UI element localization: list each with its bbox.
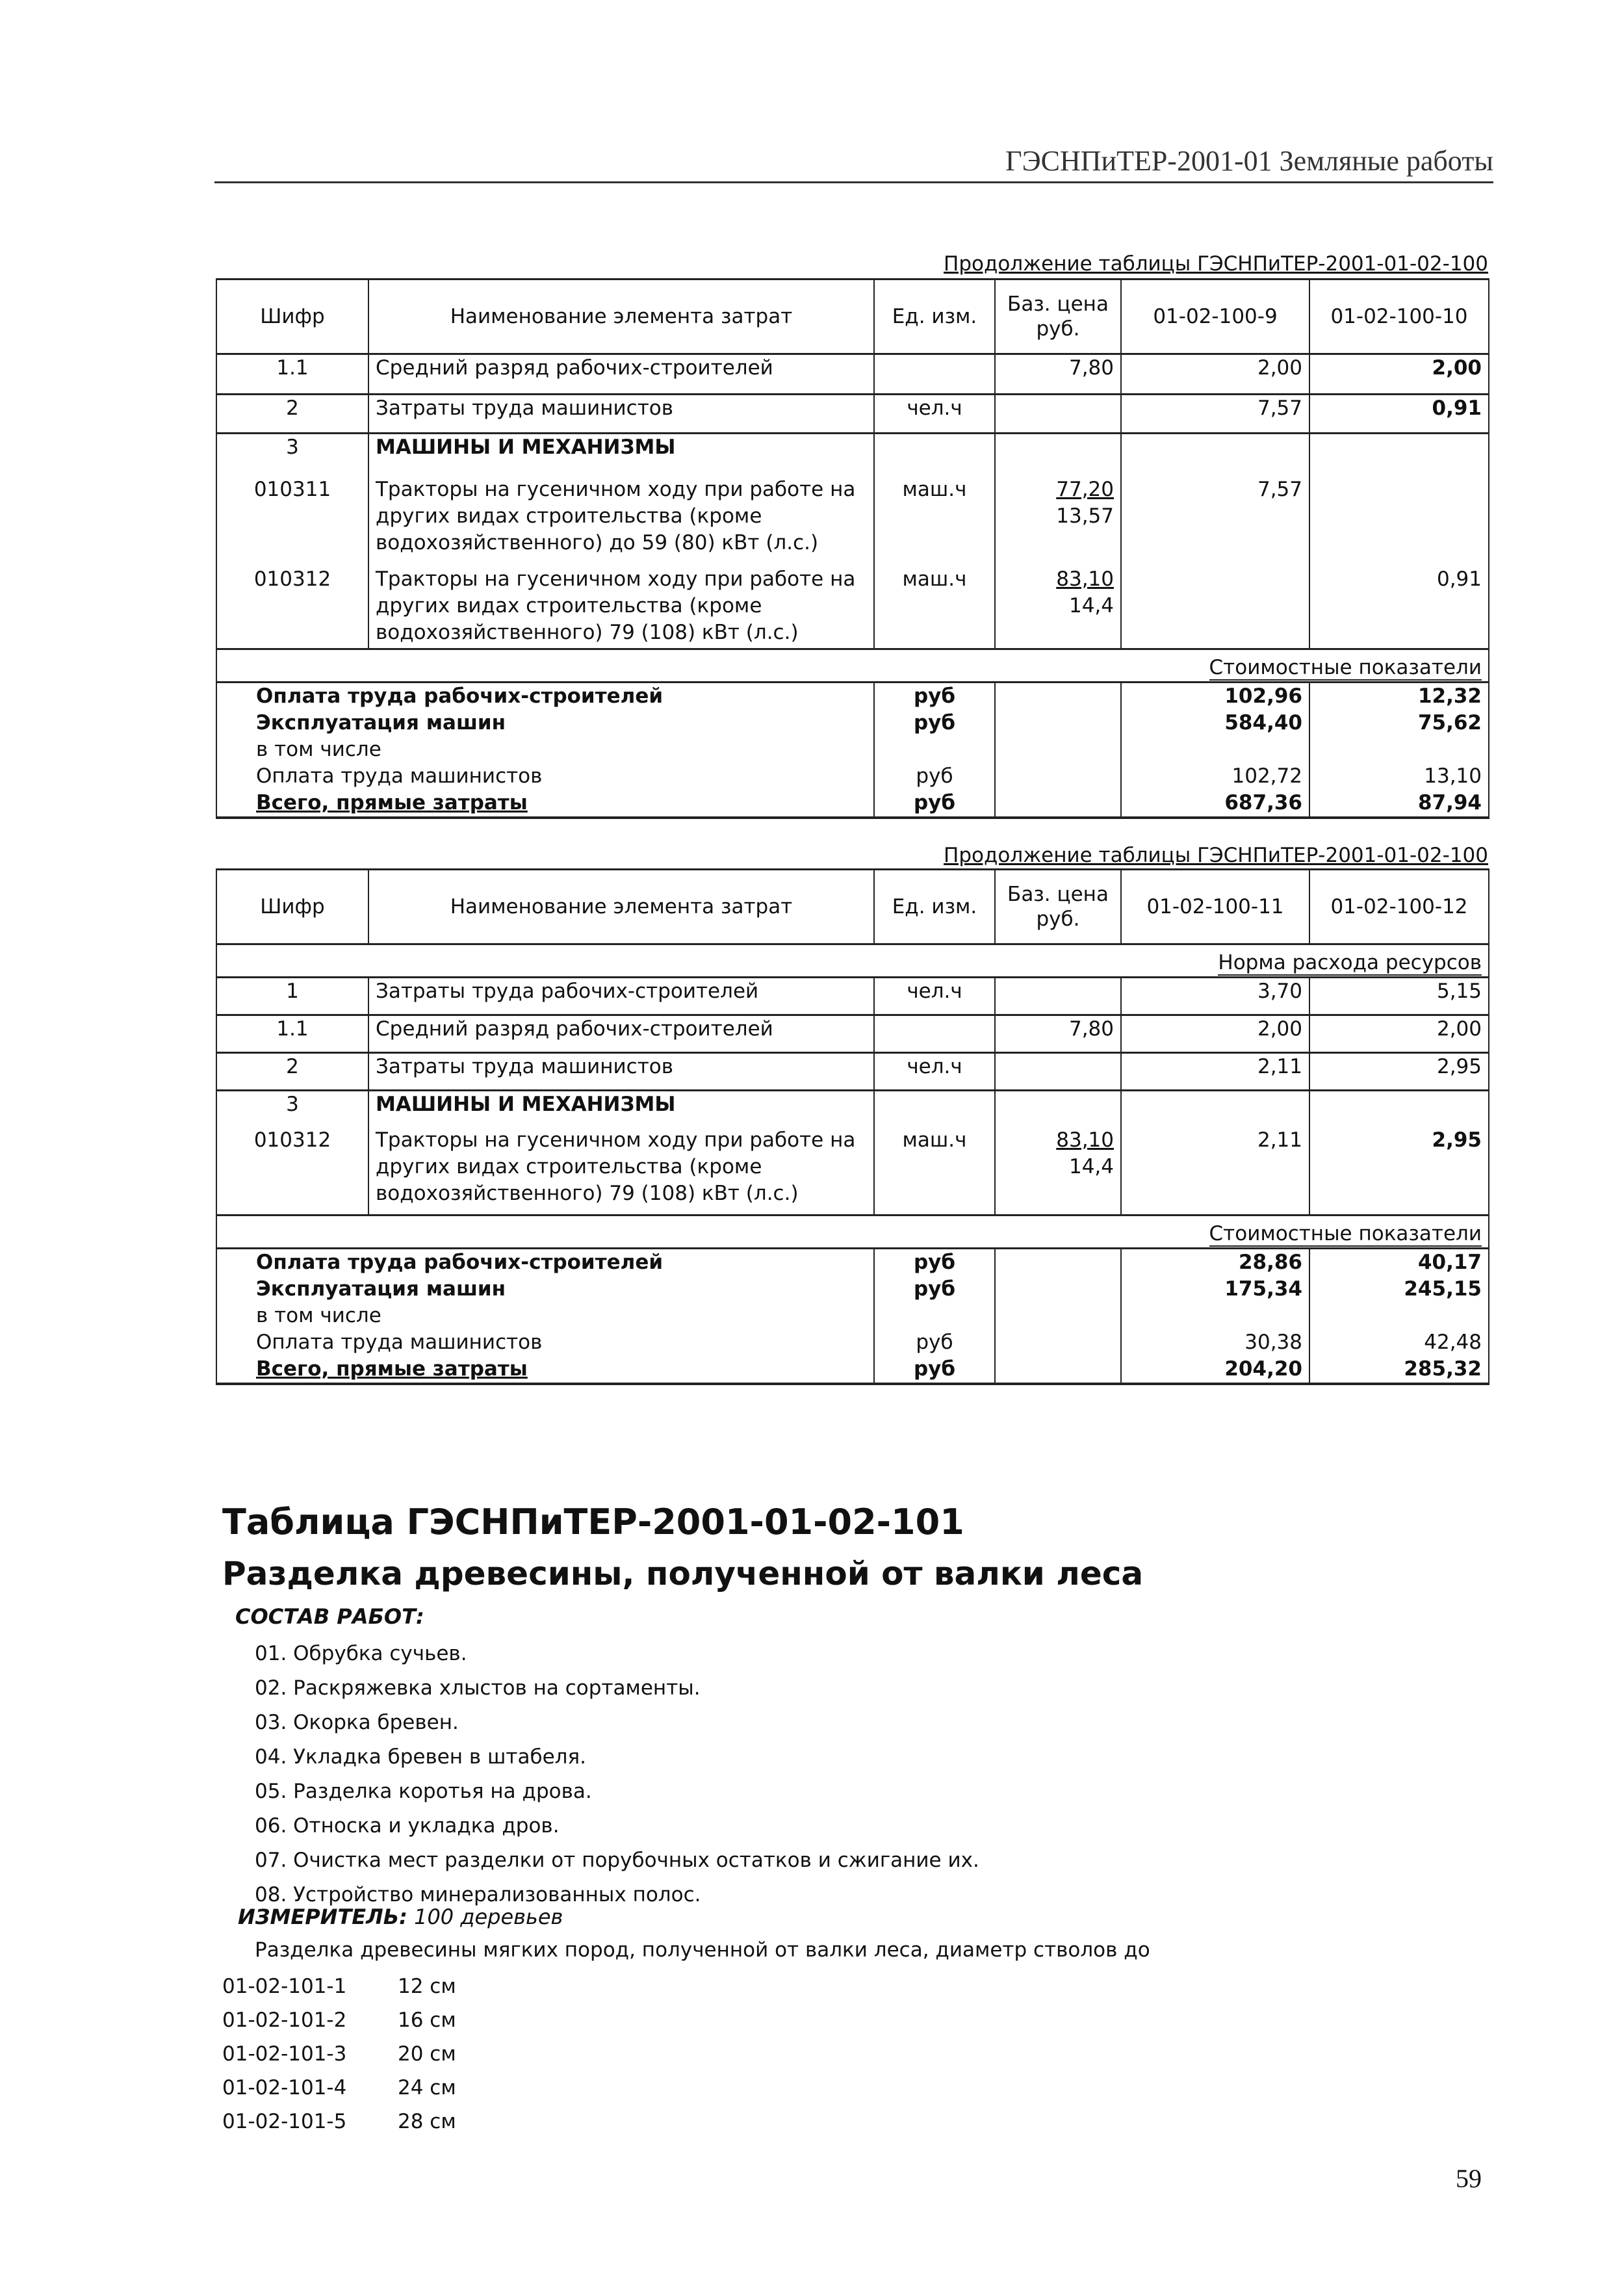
items-list — [222, 1970, 456, 2138]
table-row: в том числе — [216, 1303, 1489, 1329]
table2 — [216, 868, 1489, 1385]
col-b-header: 01-02-100-12 — [1309, 870, 1489, 944]
list-item: 01-02-101-3 20 см — [222, 2042, 456, 2066]
list-item: 01. Обрубка сучьев. — [255, 1642, 467, 1665]
list-item: 01-02-101-4 24 см — [222, 2076, 456, 2100]
cost-section-header: Стоимостные показатели — [216, 1216, 1489, 1249]
measure-value: 100 деревьев — [414, 1904, 563, 1929]
table1-header-row — [216, 280, 1489, 354]
list-item: 01-02-101-1 12 см — [222, 1975, 456, 1998]
table-row: Эксплуатация машин руб 584,40 75,62 — [216, 710, 1489, 736]
table2-header-row — [216, 870, 1489, 944]
table-row: Оплата труда рабочих-строителей руб 102,96 12,32 — [216, 682, 1489, 710]
page-number: 59 — [1456, 2164, 1482, 2193]
table-row: 1 Затраты труда рабочих-строителей чел.ч 3,70 5,15 — [216, 978, 1489, 1015]
table-row: 010312 Тракторы на гусеничном ходу при работе на других видах строительства (кроме водохозяйственного) 79 (108) кВт (л.с.) маш.ч 83,10 14,4 0,91 — [216, 566, 1489, 649]
col-price-header: Баз. цена руб. — [995, 280, 1121, 354]
works-list — [255, 1637, 979, 1912]
table-row: 1.1 Средний разряд рабочих-строителей 7,80 2,00 2,00 — [216, 1015, 1489, 1053]
table-row: 010311 Тракторы на гусеничном ходу при работе на других видах строительства (кроме водохозяйственного) до 59 (80) кВт (л.с.) маш.ч 77,20 13,57 7,57 — [216, 476, 1489, 566]
table1 — [216, 278, 1489, 819]
table-row: 010312 Тракторы на гусеничном ходу при работе на других видах строительства (кроме водохозяйственного) 79 (108) кВт (л.с.) маш.ч 83,10 14,4 2,11 2,95 — [216, 1127, 1489, 1216]
list-item: 08. Устройство минерализованных полос. — [255, 1883, 701, 1906]
list-item: 07. Очистка мест разделки от порубочных остатков и сжигание их. — [255, 1849, 979, 1872]
col-price-header: Баз. цена руб. — [995, 870, 1121, 944]
col-code-header: Шифр — [216, 870, 368, 944]
table-row: Всего, прямые затраты руб 687,36 87,94 — [216, 790, 1489, 818]
table-row: Эксплуатация машин руб 175,34 245,15 — [216, 1276, 1489, 1303]
table1-caption: Продолжение таблицы ГЭСНПиТЕР-2001-01-02-100 — [944, 252, 1488, 276]
table-row: 2 Затраты труда машинистов чел.ч 7,57 0,91 — [216, 395, 1489, 434]
norm-section-header: Норма расхода ресурсов — [216, 944, 1489, 978]
measure-label: ИЗМЕРИТЕЛЬ: — [238, 1904, 407, 1929]
col-name-header: Наименование элемента затрат — [368, 870, 874, 944]
measure-line — [238, 1904, 563, 1929]
col-name-header: Наименование элемента затрат — [368, 280, 874, 354]
running-header: ГЭСНПиТЕР-2001-01 Земляные работы — [214, 144, 1493, 183]
cost-section-header: Стоимостные показатели — [216, 649, 1489, 682]
list-item: 04. Укладка бревен в штабеля. — [255, 1745, 586, 1769]
table-row: 3 МАШИНЫ И МЕХАНИЗМЫ — [216, 1091, 1489, 1127]
table-row: 2 Затраты труда машинистов чел.ч 2,11 2,95 — [216, 1053, 1489, 1091]
section-subtitle: Разделка древесины, полученной от валки леса — [222, 1555, 1144, 1592]
col-code-header: Шифр — [216, 280, 368, 354]
table-row: 1.1 Средний разряд рабочих-строителей 7,80 2,00 2,00 — [216, 354, 1489, 395]
table-row: Всего, прямые затраты руб 204,20 285,32 — [216, 1356, 1489, 1384]
works-label: СОСТАВ РАБОТ: — [235, 1604, 424, 1629]
list-item: 01-02-101-5 28 см — [222, 2110, 456, 2133]
table-row: Оплата труда рабочих-строителей руб 28,86 40,17 — [216, 1249, 1489, 1277]
col-b-header: 01-02-100-10 — [1309, 280, 1489, 354]
table2-caption: Продолжение таблицы ГЭСНПиТЕР-2001-01-02-100 — [944, 844, 1488, 867]
col-unit-header: Ед. изм. — [874, 280, 995, 354]
section-title: Таблица ГЭСНПиТЕР-2001-01-02-101 — [222, 1502, 964, 1542]
table-row: Оплата труда машинистов руб 102,72 13,10 — [216, 763, 1489, 790]
list-item: 03. Окорка бревен. — [255, 1711, 459, 1734]
col-a-header: 01-02-100-9 — [1121, 280, 1309, 354]
list-item: 02. Раскряжевка хлыстов на сортаменты. — [255, 1676, 701, 1700]
list-item: 05. Разделка коротья на дрова. — [255, 1780, 592, 1803]
table-row: 3 МАШИНЫ И МЕХАНИЗМЫ — [216, 434, 1489, 476]
col-unit-header: Ед. изм. — [874, 870, 995, 944]
list-item: 06. Относка и укладка дров. — [255, 1814, 560, 1838]
table-row: Оплата труда машинистов руб 30,38 42,48 — [216, 1329, 1489, 1356]
list-item: 01-02-101-2 16 см — [222, 2008, 456, 2032]
table-row: в том числе — [216, 736, 1489, 763]
items-intro: Разделка древесины мягких пород, полученной от валки леса, диаметр стволов до — [255, 1938, 1150, 1962]
col-a-header: 01-02-100-11 — [1121, 870, 1309, 944]
